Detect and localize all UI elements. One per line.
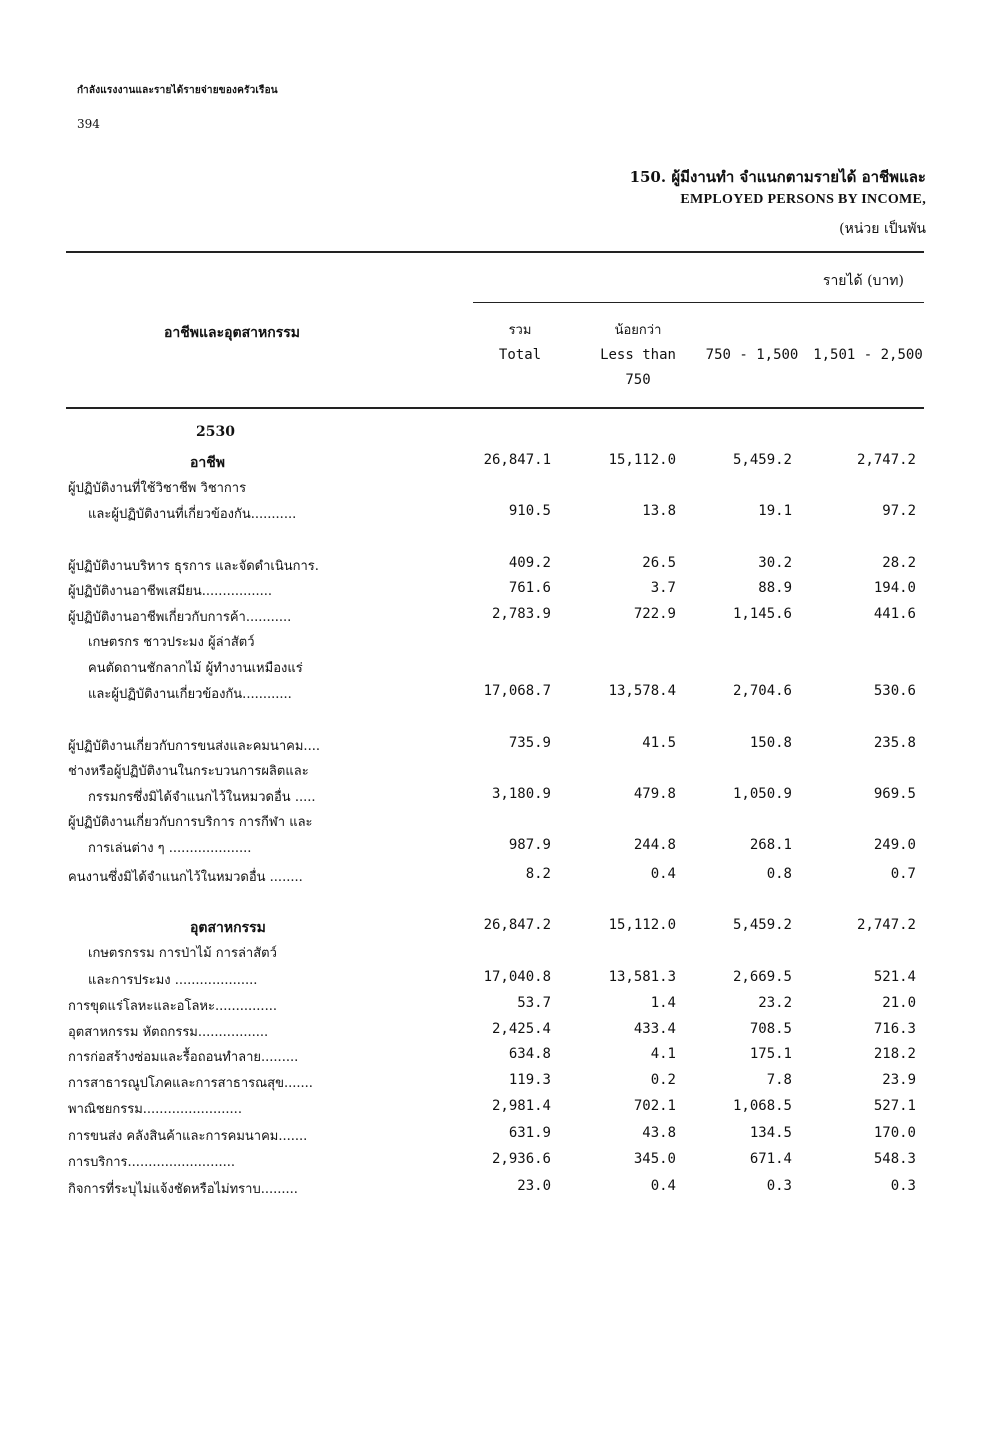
- year-label: 2530: [196, 424, 235, 440]
- cell-750: 1,050.9: [732, 786, 792, 802]
- cell-1501: 2,747.2: [856, 452, 916, 468]
- row-label: ผู้ปฏิบัติงานที่ใช้วิชาชีพ วิชาการ: [68, 481, 247, 496]
- row-label: อุตสาหกรรม หัตถกรรม.................: [68, 1025, 269, 1040]
- cell-total: 26,847.2: [483, 917, 551, 933]
- cell-1501: 218.2: [873, 1046, 916, 1062]
- cell-1501: 0.7: [890, 866, 916, 882]
- row-label: คนตัดถานชักลากไม้ ผู้ทำงานเหมืองแร่: [88, 661, 303, 676]
- column-header-less-than-750: [590, 318, 686, 393]
- cell-lt750: 433.4: [633, 1021, 676, 1037]
- row-label: ช่างหรือผู้ปฏิบัติงานในกระบวนการผลิตและ: [68, 764, 309, 779]
- column-header-less-than-750-thai: น้อยกว่า: [614, 323, 662, 338]
- row-label: กิจการที่ระบุไม่แจ้งชัดหรือไม่ทราบ.........: [68, 1182, 298, 1197]
- column-header-1501-2500: [808, 343, 928, 368]
- row-label: การก่อสร้างซ่อมและรื้อถอนทำลาย.........: [68, 1050, 299, 1065]
- cell-1501: 97.2: [882, 503, 916, 519]
- cell-lt750: 702.1: [633, 1098, 676, 1114]
- cell-750: 5,459.2: [732, 452, 792, 468]
- cell-1501: 0.3: [890, 1178, 916, 1194]
- cell-lt750: 1.4: [650, 995, 676, 1011]
- cell-1501: 530.6: [873, 683, 916, 699]
- column-header-total: [490, 318, 550, 368]
- table-top-rule: [66, 251, 924, 253]
- row-label: เกษตรกรรม การป่าไม้ การล่าสัตว์: [88, 946, 277, 961]
- cell-lt750: 43.8: [642, 1125, 676, 1141]
- cell-1501: 521.4: [873, 969, 916, 985]
- cell-1501: 2,747.2: [856, 917, 916, 933]
- cell-1501: 235.8: [873, 735, 916, 751]
- cell-750: 1,068.5: [732, 1098, 792, 1114]
- cell-total: 761.6: [508, 580, 551, 596]
- cell-total: 987.9: [508, 837, 551, 853]
- row-label: และผู้ปฏิบัติงานที่เกี่ยวข้องกัน...........: [88, 507, 297, 522]
- row-label: การสาธารณูปโภคและการสาธารณสุข.......: [68, 1076, 313, 1091]
- cell-lt750: 345.0: [633, 1151, 676, 1167]
- cell-total: 409.2: [508, 555, 551, 571]
- column-header-less-than-750-english: Less than: [600, 347, 676, 363]
- cell-1501: 23.9: [882, 1072, 916, 1088]
- table-title-thai: 150. ผู้มีงานทำ จำแนกตามรายได้ อาชีพและ: [629, 168, 926, 186]
- cell-750: 1,145.6: [732, 606, 792, 622]
- cell-total: 631.9: [508, 1125, 551, 1141]
- cell-750: 708.5: [749, 1021, 792, 1037]
- row-label: และผู้ปฏิบัติงานเกี่ยวข้องกัน............: [88, 687, 292, 702]
- column-header-750-1500: [698, 343, 806, 368]
- cell-lt750: 13,581.3: [608, 969, 676, 985]
- cell-lt750: 0.4: [650, 866, 676, 882]
- cell-total: 3,180.9: [491, 786, 551, 802]
- cell-total: 2,783.9: [491, 606, 551, 622]
- cell-750: 175.1: [749, 1046, 792, 1062]
- cell-lt750: 13,578.4: [608, 683, 676, 699]
- row-label: ผู้ปฏิบัติงานเกี่ยวกับการบริการ การกีฬา และ: [68, 815, 313, 830]
- cell-lt750: 26.5: [642, 555, 676, 571]
- cell-1501: 441.6: [873, 606, 916, 622]
- cell-total: 26,847.1: [483, 452, 551, 468]
- cell-lt750: 41.5: [642, 735, 676, 751]
- cell-1501: 194.0: [873, 580, 916, 596]
- cell-total: 634.8: [508, 1046, 551, 1062]
- cell-total: 53.7: [517, 995, 551, 1011]
- cell-1501: 969.5: [873, 786, 916, 802]
- row-label: การขุดแร่โลหะและอโลหะ...............: [68, 999, 277, 1014]
- cell-lt750: 15,112.0: [608, 452, 676, 468]
- column-header-750-1500-label: 750 - 1,500: [705, 347, 799, 363]
- page-number: 394: [77, 117, 100, 131]
- cell-750: 0.3: [766, 1178, 792, 1194]
- row-label: พาณิชยกรรม........................: [68, 1102, 242, 1117]
- cell-1501: 21.0: [882, 995, 916, 1011]
- cell-750: 30.2: [758, 555, 792, 571]
- cell-total: 2,936.6: [491, 1151, 551, 1167]
- stub-column-header: อาชีพและอุตสาหกรรม: [164, 325, 301, 341]
- row-label: ผู้ปฏิบัติงานบริหาร ธุรการ และจัดดำเนินการ.: [68, 559, 319, 574]
- cell-total: 2,425.4: [491, 1021, 551, 1037]
- row-label: คนงานซึ่งมิได้จำแนกไว้ในหมวดอื่น ........: [68, 870, 303, 885]
- cell-750: 23.2: [758, 995, 792, 1011]
- cell-lt750: 4.1: [650, 1046, 676, 1062]
- cell-lt750: 479.8: [633, 786, 676, 802]
- row-label: เกษตรกร ชาวประมง ผู้ล่าสัตว์: [88, 635, 255, 650]
- row-label: การเล่นต่าง ๆ ....................: [88, 841, 252, 856]
- cell-750: 671.4: [749, 1151, 792, 1167]
- column-header-less-than-750-value: 750: [625, 372, 651, 388]
- cell-750: 0.8: [766, 866, 792, 882]
- cell-750: 2,669.5: [732, 969, 792, 985]
- cell-total: 17,040.8: [483, 969, 551, 985]
- cell-1501: 548.3: [873, 1151, 916, 1167]
- cell-750: 88.9: [758, 580, 792, 596]
- cell-lt750: 722.9: [633, 606, 676, 622]
- cell-total: 910.5: [508, 503, 551, 519]
- row-label: อุตสาหกรรม: [190, 920, 266, 936]
- cell-lt750: 3.7: [650, 580, 676, 596]
- cell-total: 119.3: [508, 1072, 551, 1088]
- column-header-total-thai: รวม: [508, 323, 532, 338]
- cell-lt750: 0.4: [650, 1178, 676, 1194]
- cell-lt750: 13.8: [642, 503, 676, 519]
- row-label: ผู้ปฏิบัติงานอาชีพเกี่ยวกับการค้า...........: [68, 610, 292, 625]
- cell-total: 8.2: [525, 866, 551, 882]
- cell-750: 150.8: [749, 735, 792, 751]
- row-label: กรรมกรซึ่งมิได้จำแนกไว้ในหมวดอื่น .....: [88, 790, 316, 805]
- cell-total: 17,068.7: [483, 683, 551, 699]
- cell-750: 7.8: [766, 1072, 792, 1088]
- cell-1501: 249.0: [873, 837, 916, 853]
- cell-750: 2,704.6: [732, 683, 792, 699]
- row-label: การขนส่ง คลังสินค้าและการคมนาคม.......: [68, 1129, 308, 1144]
- row-label: การบริการ..........................: [68, 1155, 235, 1170]
- cell-1501: 170.0: [873, 1125, 916, 1141]
- cell-1501: 716.3: [873, 1021, 916, 1037]
- income-group-rule: [473, 302, 924, 303]
- cell-total: 23.0: [517, 1178, 551, 1194]
- cell-lt750: 0.2: [650, 1072, 676, 1088]
- cell-lt750: 15,112.0: [608, 917, 676, 933]
- running-header: กำลังแรงงานและรายได้รายจ่ายของครัวเรือน: [77, 85, 278, 96]
- cell-1501: 28.2: [882, 555, 916, 571]
- row-label: ผู้ปฏิบัติงานเกี่ยวกับการขนส่งและคมนาคม....: [68, 739, 320, 754]
- row-label: และการประมง ....................: [88, 973, 258, 988]
- row-label: อาชีพ: [190, 455, 225, 471]
- cell-total: 2,981.4: [491, 1098, 551, 1114]
- cell-1501: 527.1: [873, 1098, 916, 1114]
- cell-750: 19.1: [758, 503, 792, 519]
- income-group-header: รายได้ (บาท): [822, 273, 904, 289]
- cell-total: 735.9: [508, 735, 551, 751]
- cell-750: 5,459.2: [732, 917, 792, 933]
- unit-note: (หน่วย เป็นพัน: [839, 221, 926, 237]
- cell-750: 268.1: [749, 837, 792, 853]
- column-header-total-english: Total: [498, 347, 542, 363]
- row-label: ผู้ปฏิบัติงานอาชีพเสมียน.................: [68, 584, 273, 599]
- cell-lt750: 244.8: [633, 837, 676, 853]
- column-header-1501-2500-label: 1,501 - 2,500: [813, 347, 923, 363]
- table-header-bottom-rule: [66, 407, 924, 409]
- cell-750: 134.5: [749, 1125, 792, 1141]
- table-title-english: EMPLOYED PERSONS BY INCOME,: [680, 192, 926, 207]
